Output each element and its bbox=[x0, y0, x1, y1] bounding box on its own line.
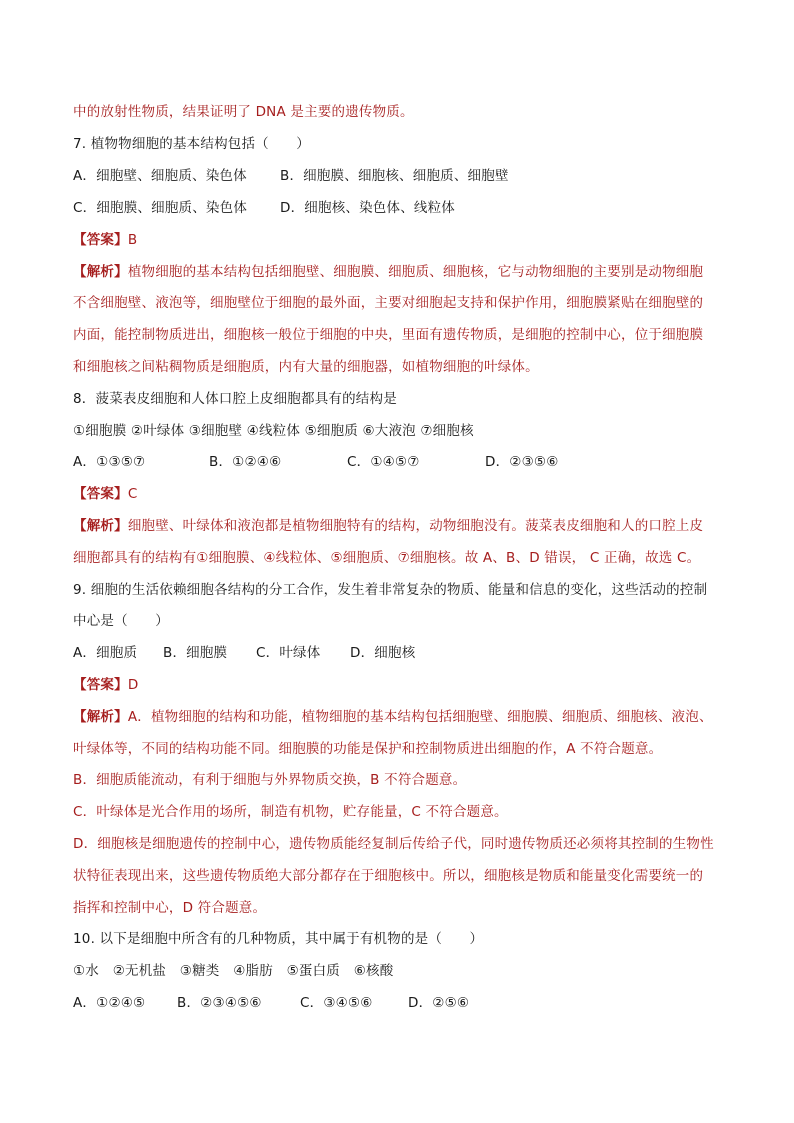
q9-analysis-line-6: 状特征表现出来，这些遗传物质绝大部分都存在于细胞核中。所以，细胞核是物质和能量变化需要统一的 bbox=[73, 868, 704, 884]
q8-stem: 8．菠菜表皮细胞和人体口腔上皮细胞都具有的结构是 bbox=[73, 391, 397, 407]
q9-option-b: B．细胞膜 bbox=[163, 645, 228, 661]
q7-option-b: B．细胞膜、细胞核、细胞质、细胞壁 bbox=[280, 168, 509, 184]
q9-option-a: A．细胞质 bbox=[73, 645, 138, 661]
q10-items: ①水 ②无机盐 ③糖类 ④脂肪 ⑤蛋白质 ⑥核酸 bbox=[73, 963, 394, 979]
q8-option-b: B．①②④⑥ bbox=[209, 454, 282, 470]
q8-analysis-line-1: 【解析】细胞壁、叶绿体和液泡都是植物细胞特有的结构，动物细胞没有。菠菜表皮细胞和人的口腔上皮 bbox=[73, 518, 704, 534]
q10-option-b: B．②③④⑤⑥ bbox=[177, 995, 262, 1011]
q9-analysis-line-4: C．叶绿体是光合作用的场所，制造有机物，贮存能量，C 不符合题意。 bbox=[73, 804, 508, 820]
q10-option-d: D．②⑤⑥ bbox=[408, 995, 470, 1011]
q8-options-row bbox=[73, 453, 559, 471]
q7-stem: 7. 植物物细胞的基本结构包括（ ） bbox=[73, 136, 310, 152]
q9-analysis-line-5: D．细胞核是细胞遗传的控制中心，遗传物质能经复制后传给子代，同时遗传物质还必须将其控制的生物性 bbox=[73, 836, 714, 852]
analysis-label: 【解析】 bbox=[73, 709, 128, 725]
q8-option-c: C．①④⑤⑦ bbox=[347, 454, 420, 470]
q7-option-d: D．细胞核、染色体、线粒体 bbox=[280, 200, 455, 216]
q9-analysis-line-7: 指挥和控制中心，D 符合题意。 bbox=[73, 900, 267, 916]
q10-options-row bbox=[73, 994, 469, 1012]
q9-stem-line-2: 中心是（ ） bbox=[73, 613, 169, 629]
answer-value: B bbox=[127, 232, 138, 248]
q8-items: ①细胞膜 ②叶绿体 ③细胞壁 ④线粒体 ⑤细胞质 ⑥大液泡 ⑦细胞核 bbox=[73, 423, 474, 439]
answer-value: C bbox=[127, 486, 138, 502]
q7-options-row2 bbox=[73, 199, 455, 217]
q6-analysis-tail: 中的放射性物质，结果证明了 DNA 是主要的遗传物质。 bbox=[73, 104, 414, 120]
answer-value: D bbox=[127, 677, 139, 693]
q10-stem: 10. 以下是细胞中所含有的几种物质，其中属于有机物的是（ ） bbox=[73, 931, 484, 947]
q9-option-d: D．细胞核 bbox=[350, 645, 416, 661]
answer-label: 【答案】 bbox=[73, 232, 128, 248]
answer-label: 【答案】 bbox=[73, 677, 128, 693]
q10-option-c: C．③④⑤⑥ bbox=[300, 995, 373, 1011]
q7-option-a: A．细胞壁、细胞质、染色体 bbox=[73, 168, 247, 184]
q9-analysis-line-2: 叶绿体等，不同的结构功能不同。细胞膜的功能是保护和控制物质进出细胞的作，A 不符合题意。 bbox=[73, 741, 663, 757]
q8-option-d: D．②③⑤⑥ bbox=[485, 454, 559, 470]
q9-analysis-line-3: B．细胞质能流动，有利于细胞与外界物质交换，B 不符合题意。 bbox=[73, 772, 467, 788]
q7-options-row1 bbox=[73, 167, 509, 185]
q7-analysis-line-1: 【解析】植物细胞的基本结构包括细胞壁、细胞膜、细胞质、细胞核，它与动物细胞的主要别是动物细胞 bbox=[73, 264, 704, 280]
q9-answer bbox=[73, 676, 138, 694]
q7-analysis-line-2: 不含细胞壁、液泡等，细胞壁位于细胞的最外面，主要对细胞起支持和保护作用，细胞膜紧贴在细胞壁的 bbox=[73, 295, 704, 311]
q9-analysis-line-1: 【解析】A．植物细胞的结构和功能，植物细胞的基本结构包括细胞壁、细胞膜、细胞质、细胞核、液泡、 bbox=[73, 709, 713, 725]
q7-answer bbox=[73, 231, 137, 249]
q9-option-c: C．叶绿体 bbox=[256, 645, 321, 661]
answer-label: 【答案】 bbox=[73, 486, 128, 502]
q7-analysis-line-3: 内面，能控制物质进出，细胞核一般位于细胞的中央，里面有遗传物质，是细胞的控制中心，位于细胞膜 bbox=[73, 327, 704, 343]
analysis-label: 【解析】 bbox=[73, 264, 128, 280]
q8-analysis-line-2: 细胞都具有的结构有①细胞膜、④线粒体、⑤细胞质、⑦细胞核。故 A、B、D 错误， C 正确，故选 C。 bbox=[73, 550, 701, 566]
q7-option-c: C．细胞膜、细胞质、染色体 bbox=[73, 200, 248, 216]
analysis-label: 【解析】 bbox=[73, 518, 128, 534]
q8-option-a: A．①③⑤⑦ bbox=[73, 454, 146, 470]
q9-options-row bbox=[73, 644, 415, 662]
q10-option-a: A．①②④⑤ bbox=[73, 995, 146, 1011]
q7-analysis-line-4: 和细胞核之间粘稠物质是细胞质，内有大量的细胞器，如植物细胞的叶绿体。 bbox=[73, 359, 539, 375]
q8-answer bbox=[73, 485, 137, 503]
q9-stem-line-1: 9. 细胞的生活依赖细胞各结构的分工合作，发生着非常复杂的物质、能量和信息的变化，这些活动的控制 bbox=[73, 582, 708, 598]
